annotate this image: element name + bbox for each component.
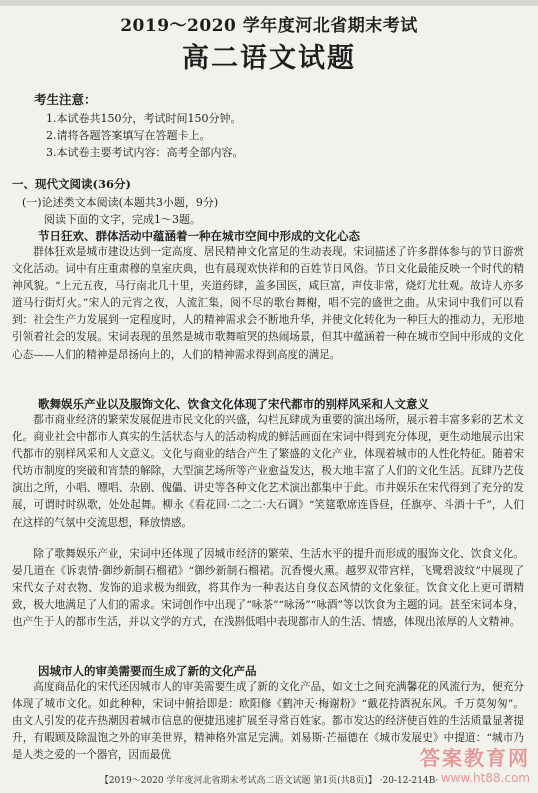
notice-title: 考生注意： — [34, 92, 97, 107]
paragraph-3: 除了歌舞娱乐产业，宋词中还体现了因城市经济的繁荣、生活水平的提升而形成的服饰文化、饮食文化。晏几道在《诉衷情·御纱新制石榴裙》“御纱新制石榴裙。沉香慢火熏。越罗双带宫样，飞鹭碧波纹”中展现了宋代女子对衣物、发饰的追求极为细致，将其作为一种表达自身仪态风情的文化象征。饮食文化上更可谓精致，极大地满足了人们的需求。宋词创作中出现了“咏茶”“咏汤”“咏酒”等以饮食为主题的词。甚至宋词本身，也产生于人的都市生活，并以文学的方式，在浅斟低唱中表现都市人的生活、情感，体现出浓厚的人文精神。 — [12, 548, 524, 629]
paragraph-1: 群体狂欢是城市建设达到一定高度、居民精神文化富足的生动表现。宋词描述了许多群体参与的节日游赏文化活动。词中有庄重肃穆的皇室庆典，也有晨现欢快祥和的百姓节日风俗。节日文化最能反映一个时代的精神风貌。“上元五夜，马行南北几十里，夹道药肆，盖多国医，咸巨富，声伎非常，烧灯尤壮观。故诗人亦多道马行街灯火。”宋人的元宵之夜，人流汇集，阅不尽的歌台舞榭，唱不完的盛世之曲。从宋词中我们可以看到：社会生产力发展到一定程度时，人的精神需求会不断地升华，并使文化转化为一种巨大的推动力，无形地引领着社会的发展。宋词表现的虽然是城市歌舞喧哭的热闹场景，但其中蕴涵着一种在城市空间中形成的文化心态——人们的精神是昂扬向上的，人们的精神需求得到高度的满足。 — [12, 246, 524, 361]
notice-item-3: 3.本试卷主要考试内容：高考全部内容。 — [46, 146, 244, 159]
subsection-title: (一)论述类文本阅读(本题共3小题，9分) — [22, 196, 219, 209]
article-heading-2: 歌舞娱乐产业以及服饰文化、饮食文化体现了宋代都市的别样风采和人文意义 — [38, 397, 429, 411]
scan-top-edge — [0, 0, 538, 6]
notice-item-2: 2.请将各题答案填写在答题卡上。 — [46, 129, 211, 142]
exam-title: 2019～2020 学年度河北省期末考试 — [120, 16, 418, 36]
paragraph-4: 高度商品化的宋代还因城市人的审美需要生成了新的文化产品，如文士之间充满馨花的风流行为，便充分体现了城市文化。如此种种，宋词中俯拾即是：欧阳修《鹤冲天·梅谢粉》“戴花持酒祝东风。千万莫匆匆”。由文人引发的花卉热潮因着城市信息的便捷迅速扩展至寻常百姓家。都市发达的经济使百姓的生活质量显著提升，有暇顾及除温饱之外的审美世界，精神格外富足完满。刘易斯·芒福德在《城市发展史》中提道：“城市乃是人类之爱的一个器官，因而最优 — [12, 681, 524, 762]
paper-subject-title: 高二语文试题 — [182, 43, 356, 74]
section-title: 一、现代文阅读(36分) — [12, 177, 131, 191]
article-heading-3: 因城市人的审美需要而生成了新的文化产品 — [38, 664, 257, 678]
paragraph-2: 都市商业经济的繁荣发展促进市民文化的兴盛，勾栏瓦肆成为重要的演出场所，展示着丰富多彩的艺术文化。商业社会中都市人真实的生活状态与人的活动构成的鲜活画面在宋词中得到充分体现，更生动地展示出宋代都市的别样风采和人文意义。文化与商业的结合产生了繁盛的文化产业，体现着城市的人性化特征。随着宋代坊市制度的突破和宵禁的解除，大型演艺场所等产业愈益发达，极大地丰富了人们的文化生活。瓦肆乃艺伎演出之所，小唱、嘌唱、杂剧、傀儡、讲史等各种文化艺术演出都集中于此。市井娱乐在宋代得到了充分的发展，可谓时时纵歌，处处起舞。柳永《看花回·二之二·大石调》“笑筵歌席连昏昼，任旗亭、斗酒十千”，人们在这样的气氛中交流思想，释放情感。 — [12, 414, 524, 529]
watermark-url: www.ht88.com — [440, 771, 530, 785]
page-footer: 【2019～2020 学年度河北省期末考试高二语文试题 第1页(共8页)】 ·20-12-214B· — [99, 776, 439, 786]
watermark-name: 答案教育网 — [420, 746, 530, 770]
watermark-logo — [420, 742, 530, 785]
article-heading-1: 节日狂欢、群体活动中蕴涵着一种在城市空间中形成的文化心态 — [38, 229, 360, 243]
notice-item-1: 1.本试卷共150分，考试时间150分钟。 — [46, 112, 242, 125]
reading-instruction: 阅读下面的文字，完成1～3题。 — [44, 213, 201, 226]
